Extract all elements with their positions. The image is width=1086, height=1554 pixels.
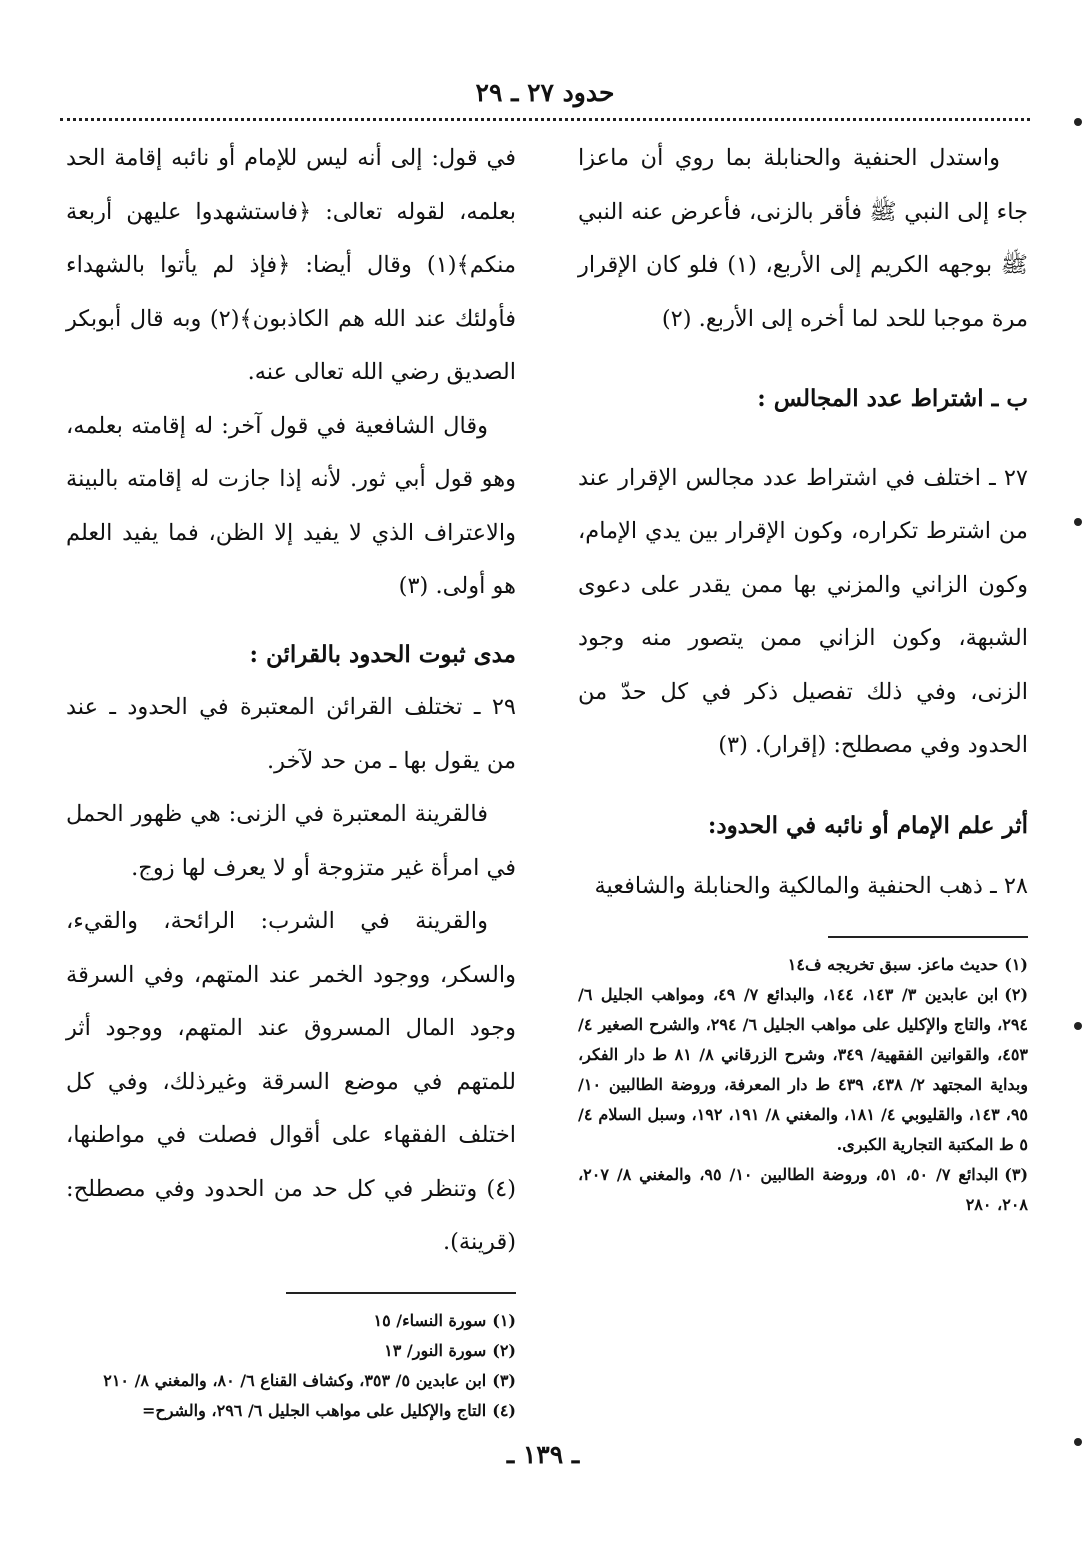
scan-mark bbox=[1074, 1438, 1082, 1446]
footnote: (٤)التاج والإكليل على مواهب الجليل ٦/ ٢٩٦، والشرح= bbox=[141, 1400, 516, 1420]
paragraph-shafiiya: وقال الشافعية في قول آخر: له إقامته بعلمه، وهو قول أبي ثور. لأنه إذا جازت له إقامته بالبينة والاعتراف الذي لا يفيد إلا الظن، فما يفيد العلم هو أولى. (٣) bbox=[66, 412, 516, 599]
footnote: (١)سورة النساء/ ١٥ bbox=[373, 1310, 516, 1330]
heading-imam-knowledge: أثر علم الإمام أو نائبه في الحدود: bbox=[707, 811, 1028, 839]
footnote: (٢)ابن عابدين ٣/ ١٤٣، ١٤٤، والبدائع ٧/ ٤٩، ومواهب الجليل ٦/ ٢٩٤، والتاج والإكليل على مواهب الجليل ٦/ ٢٩٤، والشرح الصغير ٤/ ٤٥٣، والقوانين الفقهية/ ٣٤٩، وشرح الزرقاني ٨/ ٨١ ط دار الفكر، وبداية المجتهد ٢/ ٤٣٨، ٤٣٩ ط دار المعرفة، وروضة الطالبين ١٠/ ٩٥، ١٤٣، والقليوبي ٤/ ١٨١، والمغني ٨/ ١٩١، ١٩٢، وسبل السلام ٤/ ٥ ط المكتبة التجارية الكبرى. bbox=[578, 984, 1029, 1154]
paragraph-29: ٢٩ ـ تختلف القرائن المعتبرة في الحدود ـ عند من يقول بها ـ من حد لآخر. bbox=[66, 694, 516, 774]
footnote-divider bbox=[828, 936, 1028, 938]
paragraph-28: ٢٨ ـ ذهب الحنفية والمالكية والحنابلة والشافعية bbox=[594, 873, 1028, 899]
paragraph-27: ٢٧ ـ اختلف في اشتراط عدد مجالس الإقرار عند من اشترط تكراره، وكون الإقرار بين يدي الإمام، وكون الزاني والمزني بها ممن يقدر على دعوى الشبهة، وكون الزاني ممن يتصور منه وجود الزنى، وفي ذلك تفصيل ذكر في كل حدّ من الحدود وفي مصطلح: (إقرار). (٣) bbox=[578, 464, 1028, 758]
paragraph-istadal: واستدل الحنفية والحنابلة بما روي أن ماعزا جاء إلى النبي ﷺ فأقر بالزنى، فأعرض عنه النبي ﷺ بوجهه الكريم إلى الأربع، (١) فلو كان الإقرار مرة موجبا للحد لما أخره إلى الأربع. (٢) bbox=[578, 145, 1028, 332]
scan-mark bbox=[1074, 1022, 1082, 1030]
footnote-divider bbox=[286, 1292, 516, 1294]
page-number: ـ ١٣٩ ـ bbox=[506, 1440, 580, 1469]
right-column bbox=[578, 132, 1028, 1220]
footnote: (٣)ابن عابدين ٥/ ٣٥٣، وكشاف القناع ٦/ ٨٠، والمغني ٨/ ٢١٠ bbox=[103, 1370, 516, 1390]
paragraph-drinking-evidence: والقرينة في الشرب: الرائحة، والقيء، والسكر، ووجود الخمر عند المتهم، وفي السرقة وجود المال المسروق عند المتهم، ووجود أثر للمتهم في موضع السرقة وغيرذلك، وفي كل اختلف الفقهاء على أقوال فصلت في مواطنها، (٤) وتنظر في كل حد من الحدود وفي مصطلح: (قرينة). bbox=[66, 908, 516, 1255]
scan-mark bbox=[1074, 118, 1082, 126]
page-header: حدود ٢٧ ـ ٢٩ bbox=[475, 78, 615, 107]
footnote: (٢)سورة النور/ ١٣ bbox=[384, 1340, 516, 1360]
heading-number-of-sessions: ب ـ اشتراط عدد المجالس : bbox=[757, 385, 1028, 412]
footnote: (١)حديث ماعز. سبق تخريجه ف١٤ bbox=[787, 954, 1028, 974]
left-column bbox=[66, 132, 516, 1426]
header-divider bbox=[60, 118, 1030, 121]
footnote: (٣)البدائع ٧/ ٥٠، ٥١، وروضة الطالبين ١٠/ ٩٥، والمغني ٨/ ٢٠٧، ٢٠٨، ٢٨٠ bbox=[578, 1164, 1029, 1214]
paragraph-continuation: في قول: إلى أنه ليس للإمام أو نائبه إقامة الحد بعلمه، لقوله تعالى: ﴿فاستشهدوا عليهن أربعة منكم﴾(١) وقال أيضا: ﴿فإذ لم يأتوا بالشهداء فأولئك عند الله هم الكاذبون﴾(٢) وبه قال أبوبكر الصديق رضي الله تعالى عنه. bbox=[66, 145, 516, 385]
scan-mark bbox=[1074, 518, 1082, 526]
heading-evidence-proof: مدى ثبوت الحدود بالقرائن : bbox=[249, 640, 516, 668]
paragraph-zina-evidence: فالقرينة المعتبرة في الزنى: هي ظهور الحمل في امرأة غير متزوجة أو لا يعرف لها زوج. bbox=[66, 801, 516, 881]
